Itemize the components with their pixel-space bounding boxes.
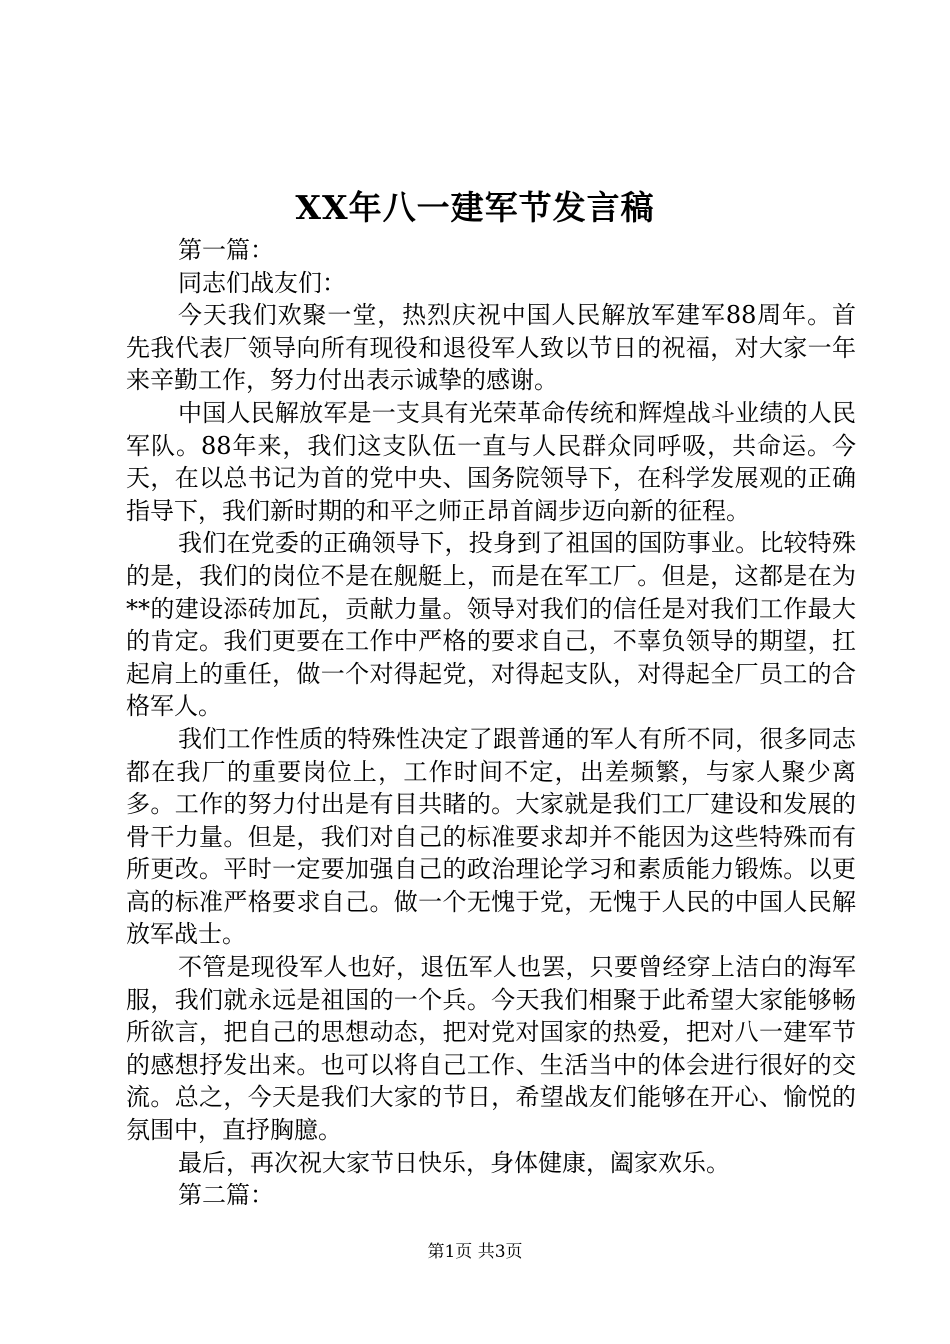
paragraph: 不管是现役军人也好，退伍军人也罢，只要曾经穿上洁白的海军服，我们就永远是祖国的一个兵。今天我们相聚于此希望大家能够畅所欲言，把自己的思想动态，把对党对国家的热爱，把对八一建军节的感想抒发出来。也可以将自己工作、生活当中的体会进行很好的交流。总之，今天是我们大家的节日，希望战友们能够在开心、愉悦的氛围中，直抒胸臆。 [126, 953, 856, 1145]
paragraph: 今天我们欢聚一堂，热烈庆祝中国人民解放军建军88周年。首先我代表厂领导向所有现役和退役军人致以节日的祝福，对大家一年来辛勤工作，努力付出表示诚挚的感谢。 [126, 301, 856, 395]
page-number-footer: 第1页 共3页 [427, 1242, 523, 1262]
document-body [126, 234, 856, 1212]
paragraph: 我们在党委的正确领导下，投身到了祖国的国防事业。比较特殊的是，我们的岗位不是在舰艇上，而是在军工厂。但是，这都是在为**的建设添砖加瓦，贡献力量。领导对我们的信任是对我们工作最大的肯定。我们更要在工作中严格的要求自己，不辜负领导的期望，扛起肩上的重任，做一个对得起党，对得起支队，对得起全厂员工的合格军人。 [126, 529, 856, 721]
paragraph-section-two-heading: 第二篇： [178, 1181, 274, 1210]
paragraph: 中国人民解放军是一支具有光荣革命传统和辉煌战斗业绩的人民军队。88年来，我们这支队伍一直与人民群众同呼吸，共命运。今天，在以总书记为首的党中央、国务院领导下，在科学发展观的正确指导下，我们新时期的和平之师正昂首阔步迈向新的征程。 [126, 398, 856, 525]
document-title: XX年八一建军节发言稿 [295, 188, 655, 227]
paragraph-salutation: 同志们战友们： [178, 268, 346, 297]
paragraph-section-one-heading: 第一篇： [178, 236, 274, 264]
paragraph-closing: 最后，再次祝大家节日快乐，身体健康，阖家欢乐。 [178, 1148, 730, 1177]
paragraph: 我们工作性质的特殊性决定了跟普通的军人有所不同，很多同志都在我厂的重要岗位上，工作时间不定，出差频繁，与家人聚少离多。工作的努力付出是有目共睹的。大家就是我们工厂建设和发展的骨干力量。但是，我们对自己的标准要求却并不能因为这些特殊而有所更改。平时一定要加强自己的政治理论学习和素质能力锻炼。以更高的标准严格要求自己。做一个无愧于党，无愧于人民的中国人民解放军战士。 [126, 724, 856, 949]
